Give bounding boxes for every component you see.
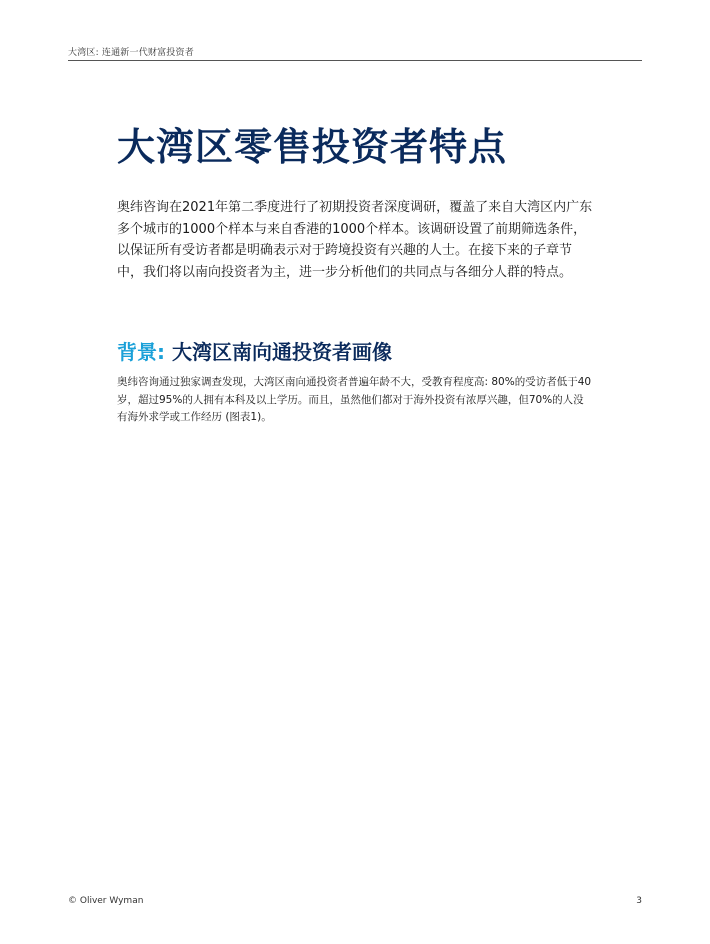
section-heading-accent: 背景: bbox=[117, 340, 165, 364]
page-title: 大湾区零售投资者特点 bbox=[117, 125, 508, 169]
section-body-paragraph: 奥纬咨询通过独家调查发现，大湾区南向通投资者普遍年龄不大，受教育程度高: 80%的受访者低于40岁，超过95%的人拥有本科及以上学历。而且，虽然他们都对于海外投资有浓厚兴趣，但70%的人没有海外求学或工作经历 (图表1)。 bbox=[117, 376, 592, 423]
page-number: 3 bbox=[636, 896, 642, 906]
section-heading bbox=[117, 337, 392, 367]
section-heading-main: 大湾区南向通投资者画像 bbox=[171, 340, 392, 364]
footer-copyright: © Oliver Wyman bbox=[68, 896, 144, 906]
running-header: 大湾区: 连通新一代财富投资者 bbox=[68, 48, 194, 58]
intro-paragraph: 奥纬咨询在2021年第二季度进行了初期投资者深度调研，覆盖了来自大湾区内广东多个城市的1000个样本与来自香港的1000个样本。该调研设置了前期筛选条件，以保证所有受访者都是明确表示对于跨境投资有兴趣的人士。在接下来的子章节中，我们将以南向投资者为主，进一步分析他们的共同点与各细分人群的特点。 bbox=[117, 200, 593, 280]
header-divider bbox=[68, 60, 642, 61]
